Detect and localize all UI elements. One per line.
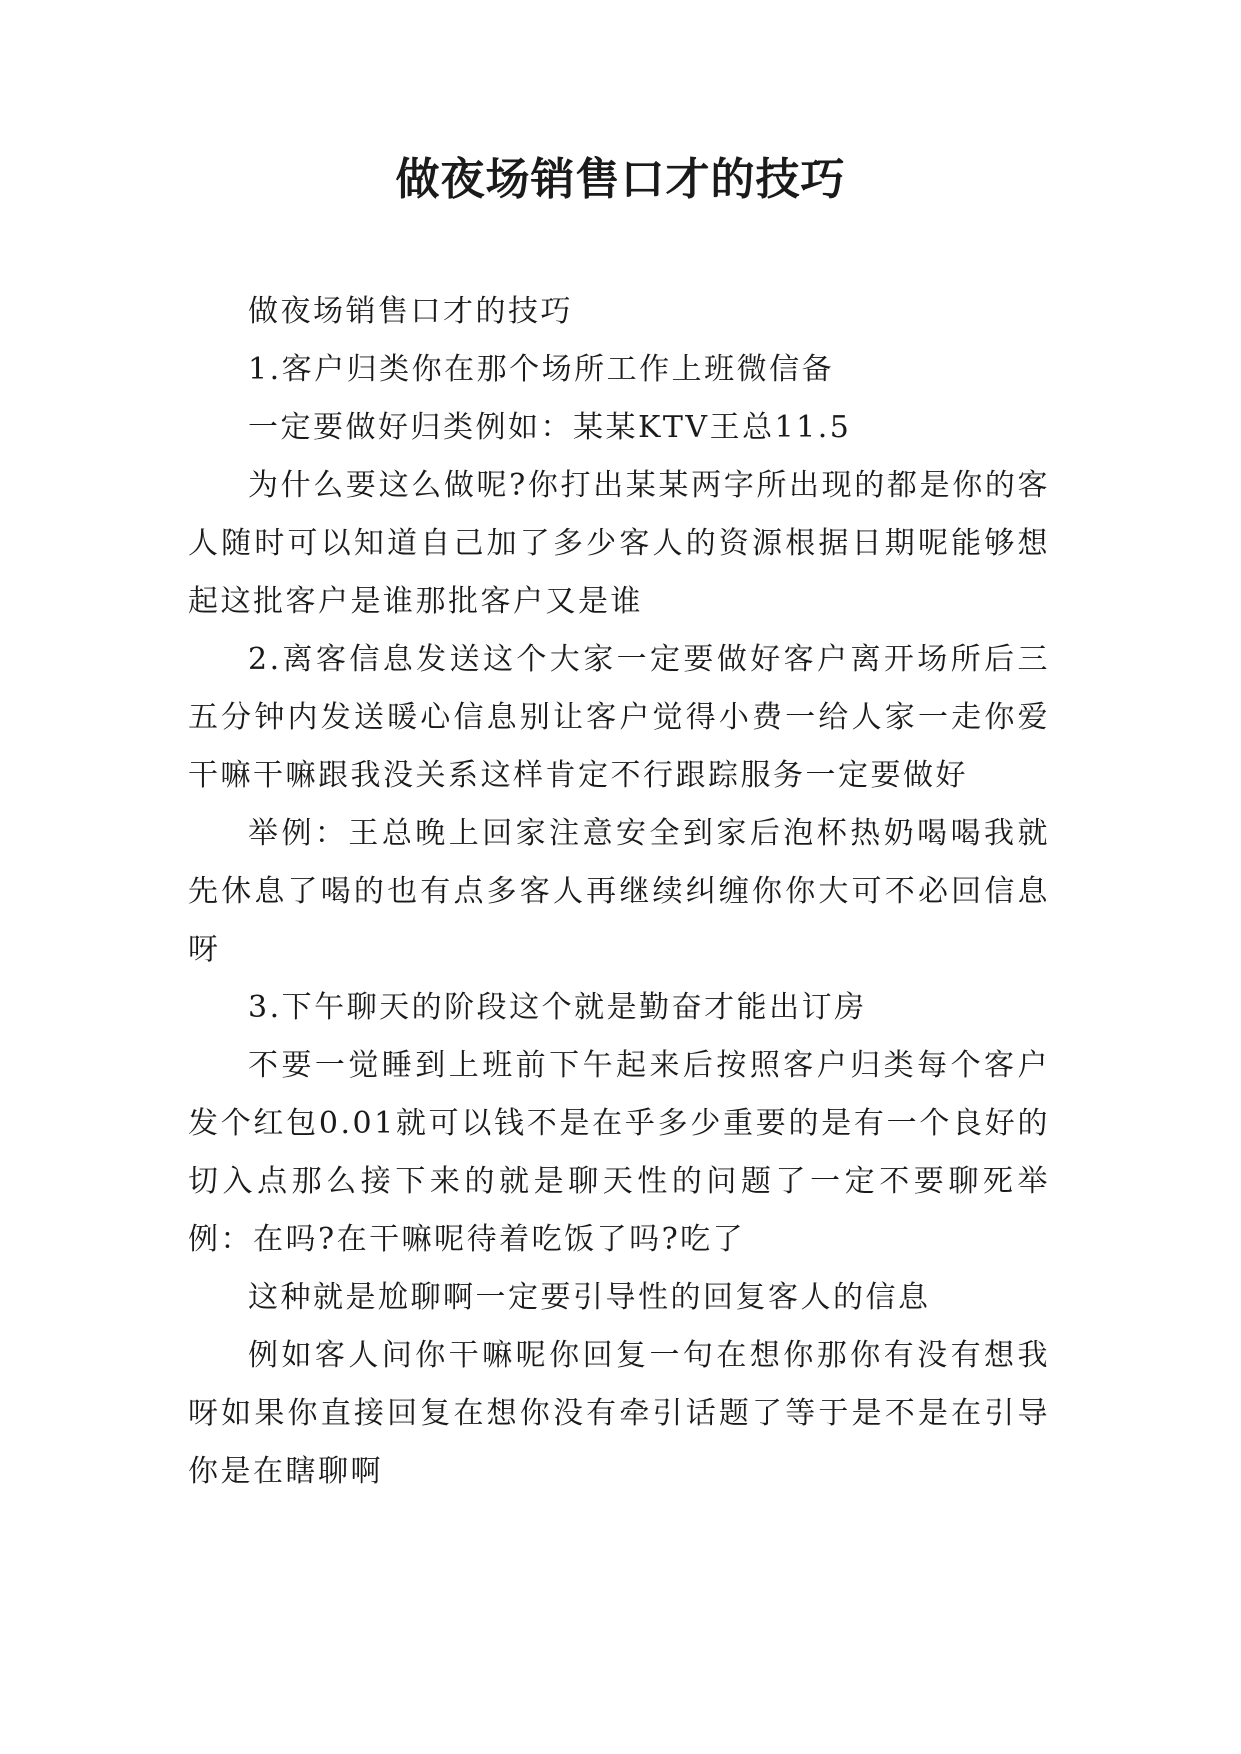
paragraph: 2.离客信息发送这个大家一定要做好客户离开场所后三五分钟内发送暖心信息别让客户觉得小费一给人家一走你爱干嘛干嘛跟我没关系这样肯定不行跟踪服务一定要做好 xyxy=(188,642,1050,793)
paragraph: 这种就是尬聊啊一定要引导性的回复客人的信息 xyxy=(248,1280,931,1315)
paragraph: 例如客人问你干嘛呢你回复一句在想你那你有没有想我呀如果你直接回复在想你没有牵引话题了等于是不是在引导你是在瞎聊啊 xyxy=(188,1338,1050,1489)
paragraph: 举例：王总晚上回家注意安全到家后泡杯热奶喝喝我就先休息了喝的也有点多客人再继续纠缠你你大可不必回信息呀 xyxy=(188,816,1050,967)
paragraph: 3.下午聊天的阶段这个就是勤奋才能出订房 xyxy=(248,990,867,1025)
paragraph: 不要一觉睡到上班前下午起来后按照客户归类每个客户发个红包0.01就可以钱不是在乎多少重要的是有一个良好的切入点那么接下来的就是聊天性的问题了一定不要聊死举例：在吗?在干嘛呢待着吃饭了吗?吃了 xyxy=(188,1048,1050,1257)
document-title: 做夜场销售口才的技巧 xyxy=(395,154,846,205)
paragraph: 一定要做好归类例如：某某KTV王总11.5 xyxy=(248,410,852,445)
paragraph: 1.客户归类你在那个场所工作上班微信备 xyxy=(248,352,835,387)
paragraph: 做夜场销售口才的技巧 xyxy=(248,294,573,329)
document-body xyxy=(188,283,1050,1501)
paragraph: 为什么要这么做呢?你打出某某两字所出现的都是你的客人随时可以知道自己加了多少客人的资源根据日期呢能够想起这批客户是谁那批客户又是谁 xyxy=(188,468,1050,619)
